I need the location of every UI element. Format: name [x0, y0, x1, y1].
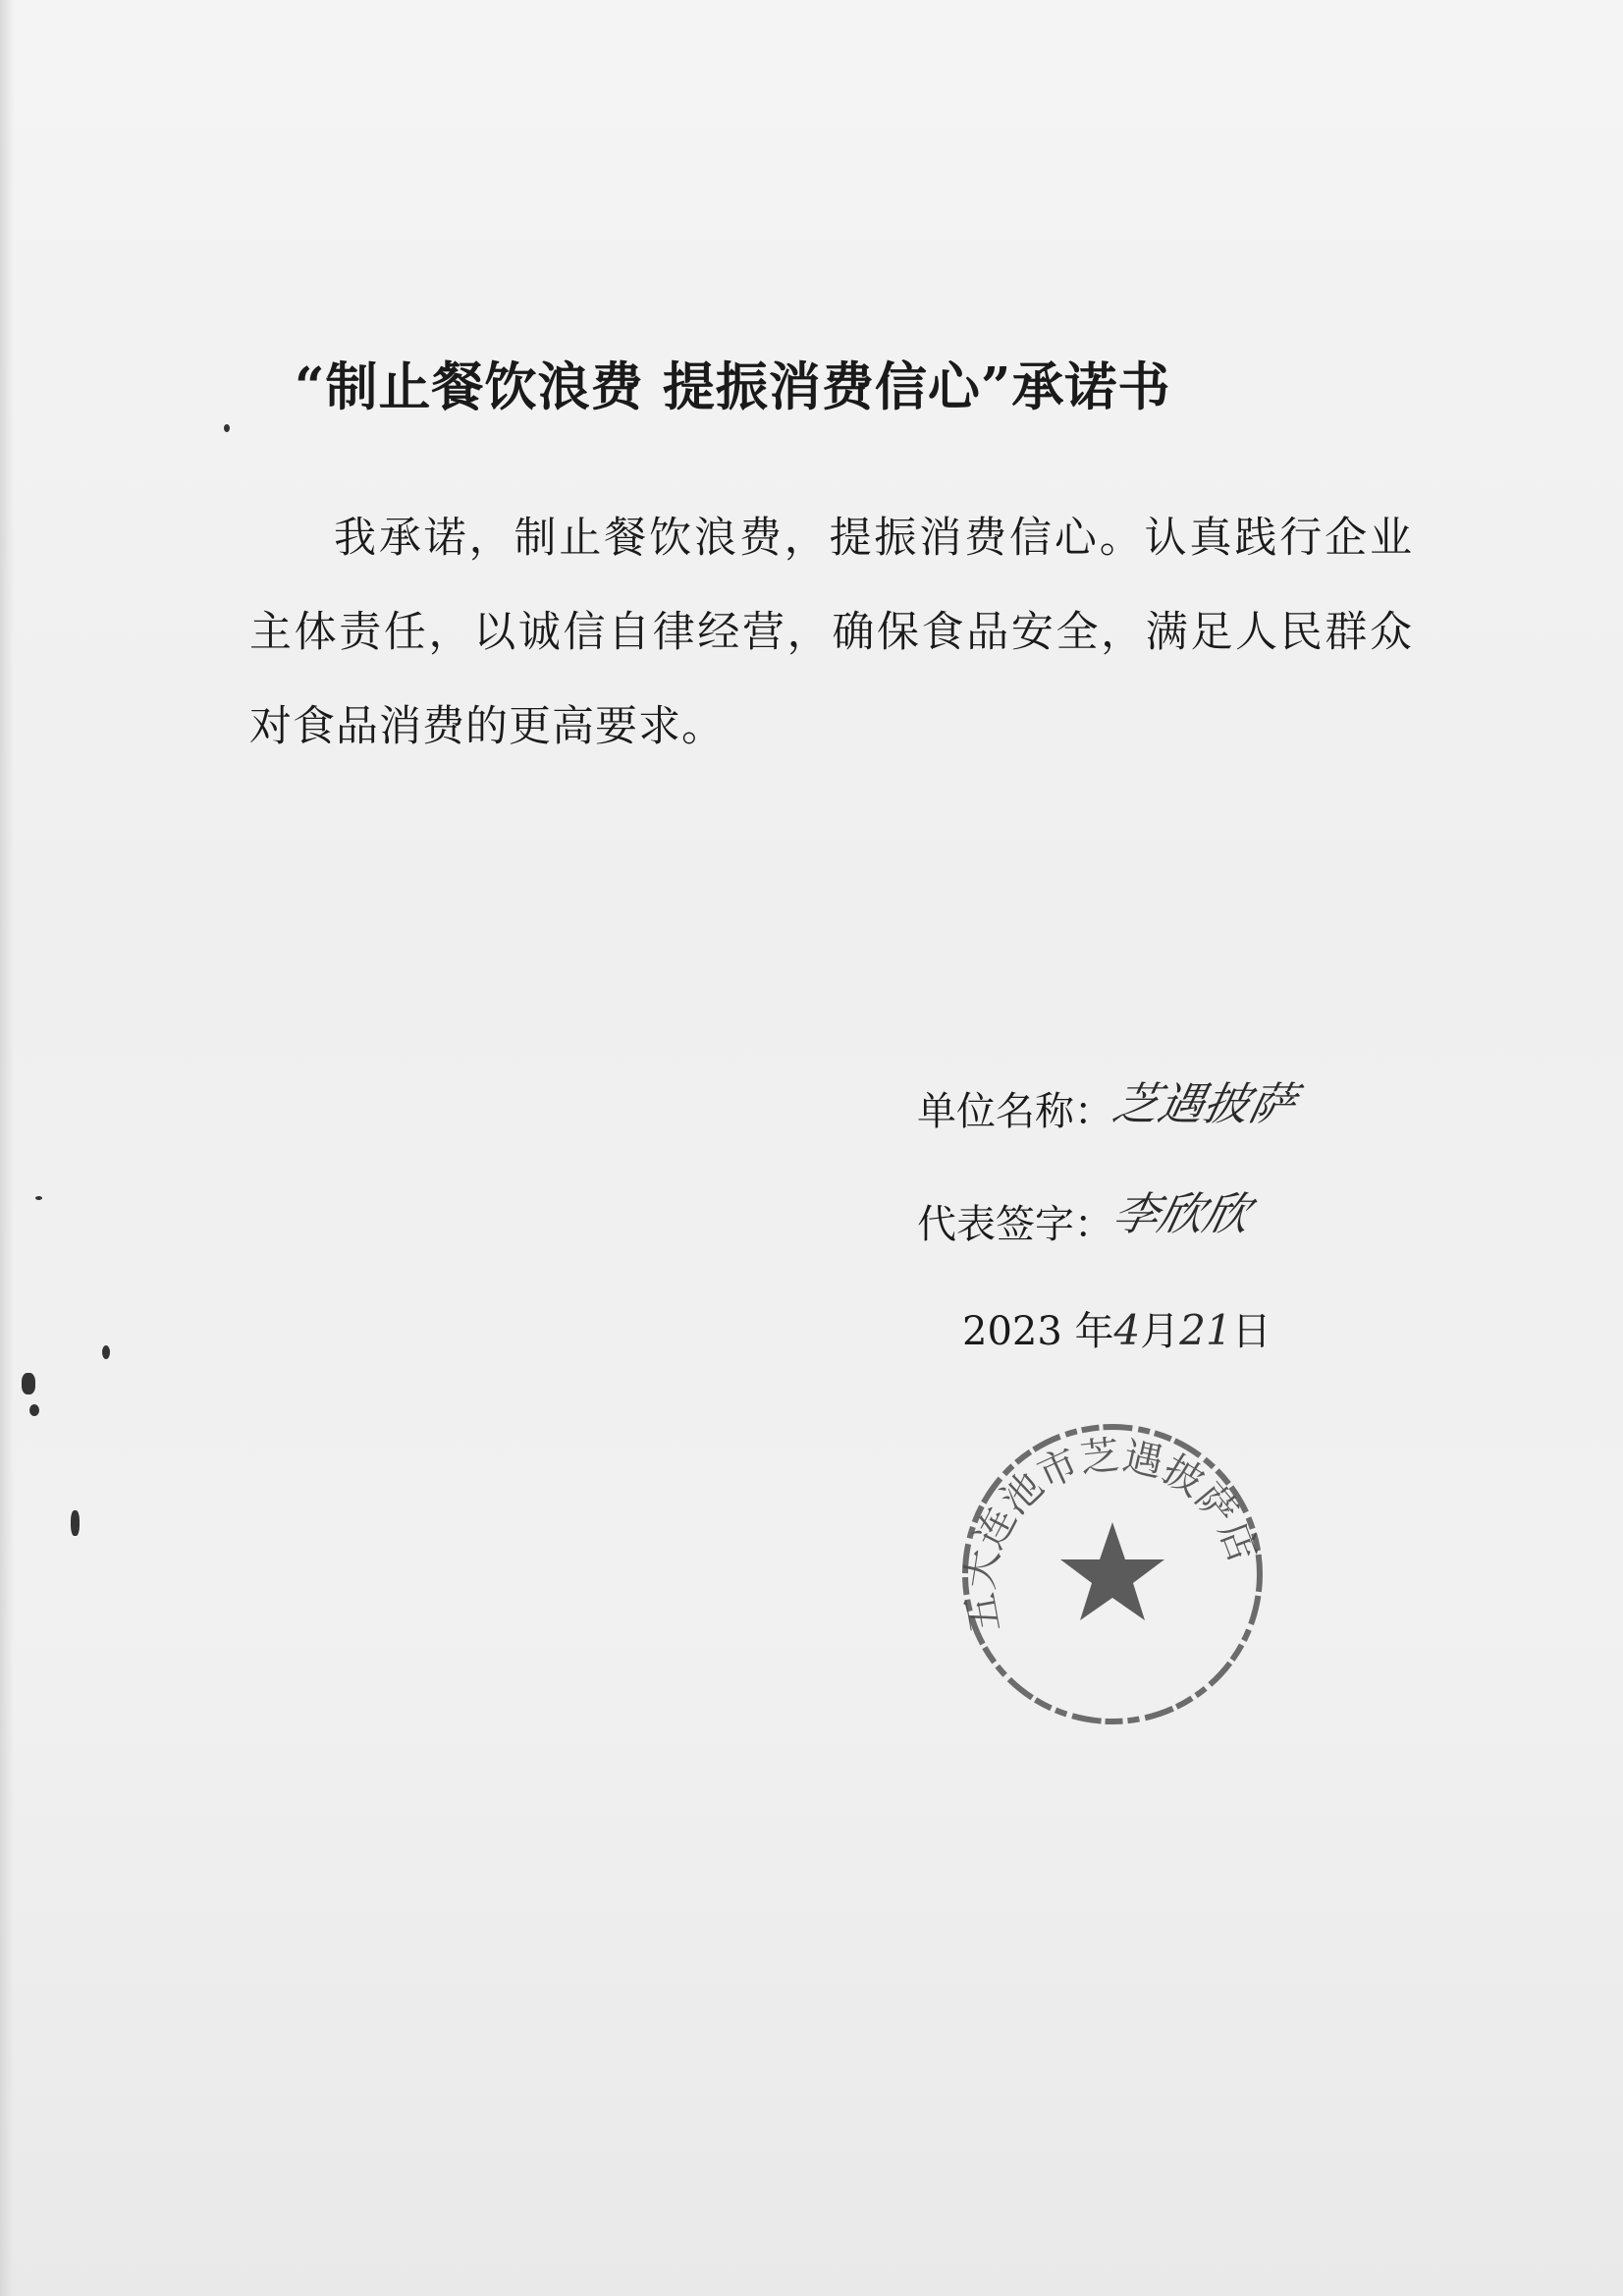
date-month-suffix: 月	[1140, 1309, 1180, 1354]
scan-speck	[224, 424, 230, 432]
document-title: “制止餐饮浪费 提振消费信心”承诺书	[295, 356, 1171, 417]
rep-signature: 李欣欣	[1108, 1187, 1256, 1240]
scan-speck	[102, 1345, 110, 1359]
scan-speck	[22, 1373, 35, 1394]
pledge-body: 我承诺，制止餐饮浪费，提振消费信心。认真践行企业主体责任，以诚信自律经营，确保食品安全，满足人民群众对食品消费的更高要求。	[249, 514, 1413, 751]
date-year: 2023 年	[962, 1309, 1114, 1354]
date-day-suffix: 日	[1231, 1309, 1271, 1354]
date-month-handwritten: 4	[1113, 1306, 1141, 1354]
date-day-handwritten: 21	[1179, 1306, 1232, 1354]
official-stamp	[950, 1412, 1274, 1736]
date-line	[962, 1300, 1271, 1356]
scan-edge	[0, 0, 14, 2296]
rep-sign-label: 代表签字：	[917, 1202, 1113, 1247]
stamp-text: 五大连池市芝遇披萨店	[957, 1433, 1267, 1636]
star-icon	[1060, 1522, 1164, 1620]
scan-speck	[29, 1404, 39, 1416]
scan-speck	[71, 1510, 80, 1536]
unit-name-handwritten: 芝遇披萨	[1108, 1077, 1301, 1130]
unit-name-label: 单位名称：	[917, 1089, 1113, 1134]
scan-speck	[35, 1196, 42, 1200]
